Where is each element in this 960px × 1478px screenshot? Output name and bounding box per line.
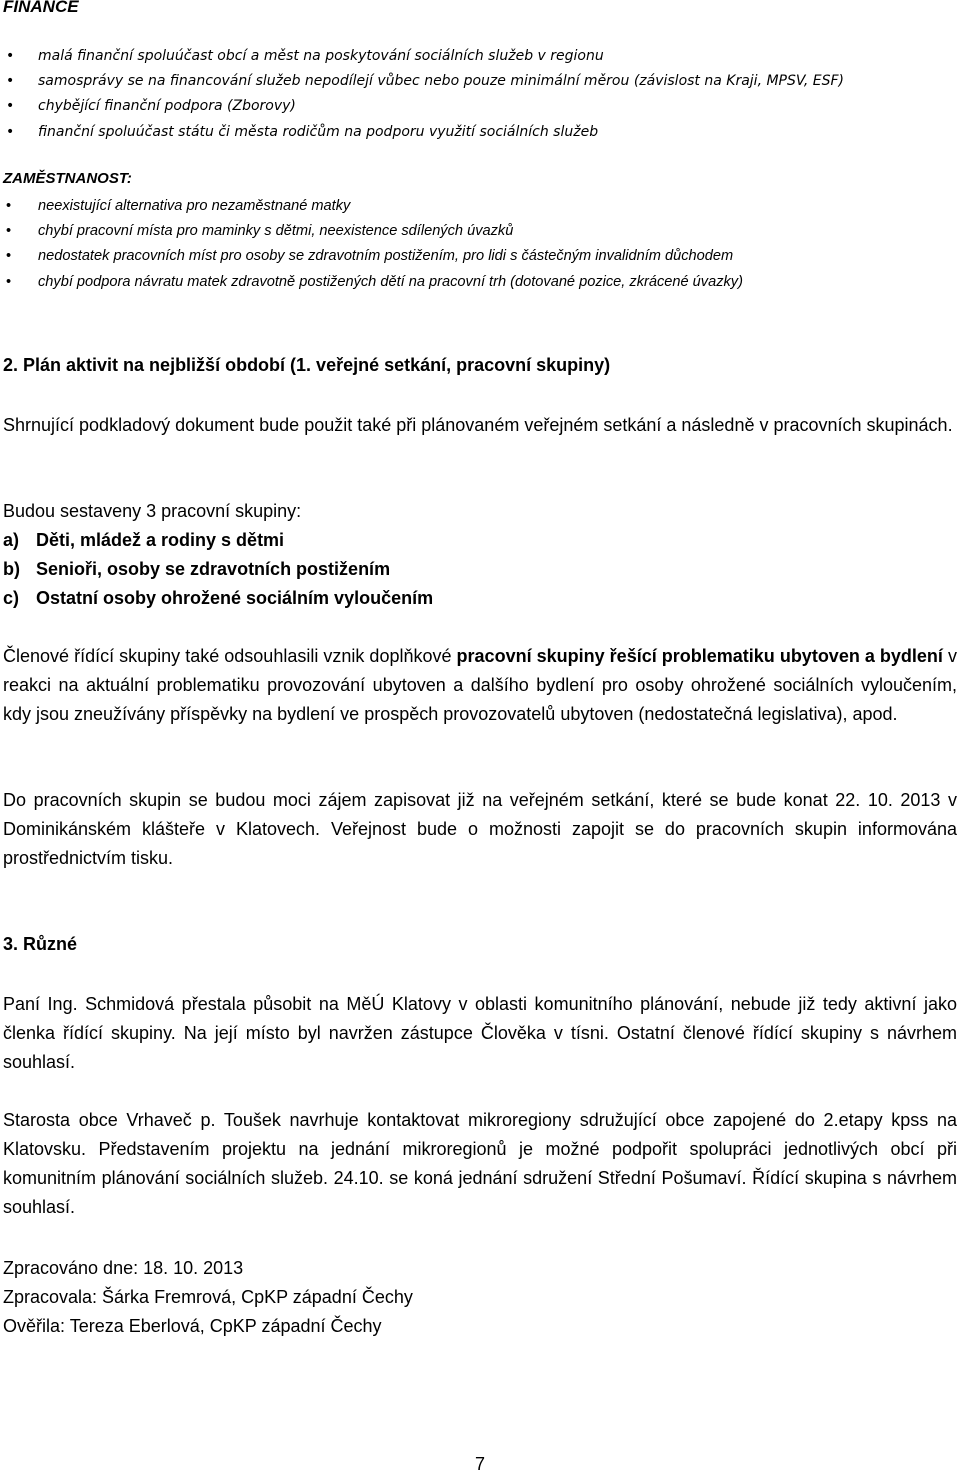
section-3-title: 3. Různé [3,934,78,954]
page-number: 7 [474,1454,485,1474]
list-marker: c) [3,588,20,608]
list-item: • neexistující alternativa pro nezaměstnané matky [0,194,960,219]
section-2-groups-intro: Budou sestaveny 3 pracovní skupiny: [3,501,302,521]
section-3-paragraph-1: Paní Ing. Schmidová přestala působit na MěÚ Klatovy v oblasti komunitního plánování, nebude již tedy aktivní jako členka řídící skupiny. Na její místo byl navržen zástupce Člověka v tísni. Ostatní členové řídící skupiny s návrhem souhlasí. [3,994,957,1072]
list-item: • malá finanční spoluúčast obcí a měst na poskytování sociálních služeb v regionu [0,44,960,69]
list-item: • chybí podpora návratu matek zdravotně postižených dětí na pracovní trh (dotované pozice, zkrácené úvazky) [0,270,960,295]
section-2-paragraph-4: Do pracovních skupin se budou moci zájem zapisovat již na veřejném setkání, které se bude konat 22. 10. 2013 v Dominikánském klášteře v Klatovech. Veřejnost bude o možnosti zapojit se do pracovních skupin informována prostřednictvím tisku. [3,790,957,868]
list-item: • chybí pracovní místa pro maminky s dětmi, neexistence sdílených úvazků [0,219,960,244]
bullet-icon: • [6,273,12,290]
bullet-icon: • [6,198,12,214]
bullet-icon: • [6,98,15,115]
list-item: • samosprávy se na financování služeb nepodílejí vůbec nebo pouze minimální měrou (závislost na Kraji, MPSV, ESF) [0,69,960,94]
footer-verified: Ověřila: Tereza Eberlová, CpKP západní Čechy [3,1316,382,1336]
list-item: b) Senioři, osoby se zdravotních postižením [3,555,433,584]
list-item: c) Ostatní osoby ohrožené sociálním vyloučením [3,584,433,613]
bullet-icon: • [6,73,15,90]
list-marker: a) [3,530,20,550]
section-2-title: 2. Plán aktivit na nejbližší období (1. veřejné setkání, pracovní skupiny) [3,355,611,375]
list-item: a) Děti, mládež a rodiny s dětmi [3,526,433,555]
working-groups-list [3,526,433,613]
footer-author: Zpracovala: Šárka Fremrová, CpKP západní Čechy [3,1287,413,1307]
list-item: • nedostatek pracovních míst pro osoby se zdravotním postižením, pro lidi s částečným invalidním důchodem [0,244,960,269]
finance-list [0,44,960,145]
footer-date: Zpracováno dne: 18. 10. 2013 [3,1258,244,1278]
list-item: • finanční spoluúčast státu či města rodičům na podporu využití sociálních služeb [0,120,960,145]
list-item: • chybějící finanční podpora (Zborovy) [0,94,960,119]
finance-heading: FINANCE [3,0,79,16]
zamestnanost-heading: ZAMĚSTNANOST: [3,170,132,187]
zamestnanost-list [0,194,960,295]
section-2-paragraph-3: Členové řídící skupiny také odsouhlasili vznik doplňkové pracovní skupiny řešící problematiku ubytoven a bydlení v reakci na aktuální problematiku provozování ubytoven a dalšího bydlení pro osoby ohrožené sociálních vyloučením, kdy jsou zneužívány příspěvky na bydlení ve prospěch provozovatelů ubytoven (nedostatečná legislativa), apod. [3,646,957,724]
bullet-icon: • [6,248,12,265]
bullet-icon: • [6,48,15,64]
bullet-icon: • [6,223,12,240]
section-3-paragraph-2: Starosta obce Vrhaveč p. Toušek navrhuje kontaktovat mikroregiony sdružující obce zapojené do 2.etapy kpss na Klatovsku. Představením projektu na jednání mikroregionů je možné podpořit spolupráci jednotlivých obcí při komunitním plánování sociálních služeb. 24.10. se koná jednání sdružení Střední Pošumaví. Řídící skupina s návrhem souhlasí. [3,1110,957,1217]
section-2-paragraph-1: Shrnující podkladový dokument bude použit také při plánovaném veřejném setkání a následně v pracovních skupinách. [3,415,953,435]
list-marker: b) [3,559,20,579]
bullet-icon: • [6,123,15,140]
